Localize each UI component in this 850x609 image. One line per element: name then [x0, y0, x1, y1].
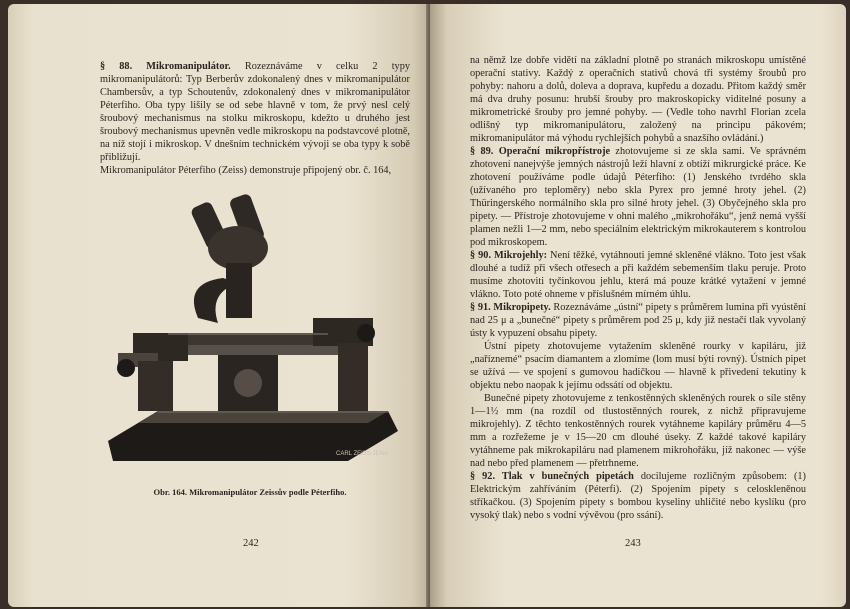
section-91-text: Rozeznáváme „ústní“ pipety s průměrem lumina při vyústění nad 25 μ a „bunečné“ pipety s průměrem pod 25 μ, kdy již nestačí tlak vyvolaný ústy k vypuzení obsahu pipety. [470, 302, 806, 339]
section-92-heading: § 92. Tlak v bunečných pipetách [470, 471, 634, 482]
page-number-right: 243 [625, 538, 641, 549]
section-91-paragraph [470, 301, 806, 340]
cell-pipettes-paragraph: Bunečné pipety zhotovujeme z tenkostěnných skleněných rourek o síle stěny 1—1½ mm (na rozdíl od tlustostěnných rourek, z nichž připravujeme mikrojehly). Z těchto tenkostěnných rourek vytáhneme kapiláry průměru 4—5 mm a rozřežeme je v 15—20 cm dlouhé úseky. Z každé takové kapiláry vytáhneme pak mikrokapiláru nad plamenem mikrohořáku, jíž nakonec — výše nad nebo před plamenem — přetrhneme. [470, 393, 806, 469]
stativ-paragraph: na němž lze dobře vidětí na základní plotně po stranách mikroskopu umístěné operační stativy. Každý z operačních stativů chová tři systémy šroubů pro pohyby: nahoru a dolů, doleva a doprava, kupředu a dozadu. Přitom každý směr má dva druhy posunu: hrubší šrouby pro makroskopicky viditelné posuny a mikrometrické šrouby pro jemné pohyby. — (Vedle toho navrhl Florian zcela odlišný typ mikromanipulátoru, založený na principu pákovém; mikromanipulátor má výhodu rychlejších pohybů a snazšího ovládání.) [470, 55, 806, 144]
left-page [8, 4, 430, 607]
figure-plate-label: CARL ZEISS JENA [336, 451, 388, 457]
section-89-text: zhotovujeme si ze skla sami. Ve správném zhotovení nanejvýše jemných nástrojů leží hlavní z obtíží mikrurgické práce. Ke zhotovení používáme podle údajů Péterfiho: (1) Jenského tvrdého skla (užívaného pro teploměry) nebo skla Pyrex pro jemné hroty jehel. (2) Thüringerského normálního skla pro silné hroty jehel. (3) Obyčejného skla pro pipety. — Přístroje zhotovujeme v ohni malého „mikrohořáku“, jenž nemá vyšší plamen nežli 1—2 mm, nebo speciálním elektrickým mikrokauterem s kontrolou pod mikroskopem. [470, 146, 807, 248]
oral-pipettes-paragraph: Ústní pipety zhotovujeme vytažením skleněné rourky v kapiláru, již „naříznemé“ psacím diamantem a zlomíme (lom musí býti rovný). Ústních pipet se užívá — ve spojení s gumovou hadičkou — hlavně k přivedení tekutiny k objektu nebo naopak k jejímu odssátí od objektu. [470, 341, 806, 391]
section-90-heading: § 90. Mikrojehly: [470, 250, 548, 261]
figure-caption: Obr. 164. Mikromanipulátor Zeissův podle Péterfiho. [153, 487, 347, 497]
section-88-text: Rozeznáváme v celku 2 typy mikromanipulátorů: Typ Berberův zdokonalený dnes v mikromanipulátor Chambersův, a typ Schoutenův, zdokonalený dnes v mikromanipulátor Péterfiho. Oba typy lišily se od sebe hlavně v tom, že prvý nesl celý šroubový mechanismus na stolku mikroskopu, kdežto u druhého jest šroubový mechanismus upevněn vedle mikroskopu na podstavcové plotně, na níž stojí i mikroskop. V dnešním technickém vývoji se oba typy k sobě přibližují. [100, 61, 410, 163]
section-91-heading: § 91. Mikropipety. [470, 302, 551, 313]
section-92-text: docilujeme rozličným způsobem: (1) Elektrickým zahříváním (Péterfi). (2) Spojením pipety s celoskleněnou stříkačkou. (3) Spojením pipety s bombou kyseliny uhličité nebo kyslíku (pro vysoký tlak) nebo s vodní vývěvou (pro ssání). [470, 471, 806, 521]
section-90-text: Není těžké, vytáhnouti jemné skleněné vlákno. Toto jest však dlouhé a tudíž při všech otřesech a při každém sebemenším tlaku peruje. Proto musíme zhotoviti tyčinkovou jehlu, která má pouze krátké vytažení v jemné vlákno. Toto poté ohneme v příslušném mírném úhlu. [470, 250, 806, 300]
section-92-paragraph [470, 470, 806, 522]
section-88-heading: § 88. Mikromanipulátor. [100, 61, 231, 72]
micromanipulator-figure [98, 183, 398, 483]
section-90-paragraph [470, 249, 806, 301]
right-page [430, 4, 846, 607]
section-89-paragraph [470, 145, 806, 249]
section-89-heading: § 89. Operační mikropřístroje [470, 146, 611, 157]
micromanipulator-illustration [98, 183, 398, 483]
open-book [8, 4, 846, 607]
section-88-paragraph [100, 60, 410, 164]
figure-reference-paragraph: Mikromanipulátor Péterfiho (Zeiss) demonstruje připojený obr. č. 164, [100, 165, 392, 176]
page-number-left: 242 [243, 538, 259, 549]
